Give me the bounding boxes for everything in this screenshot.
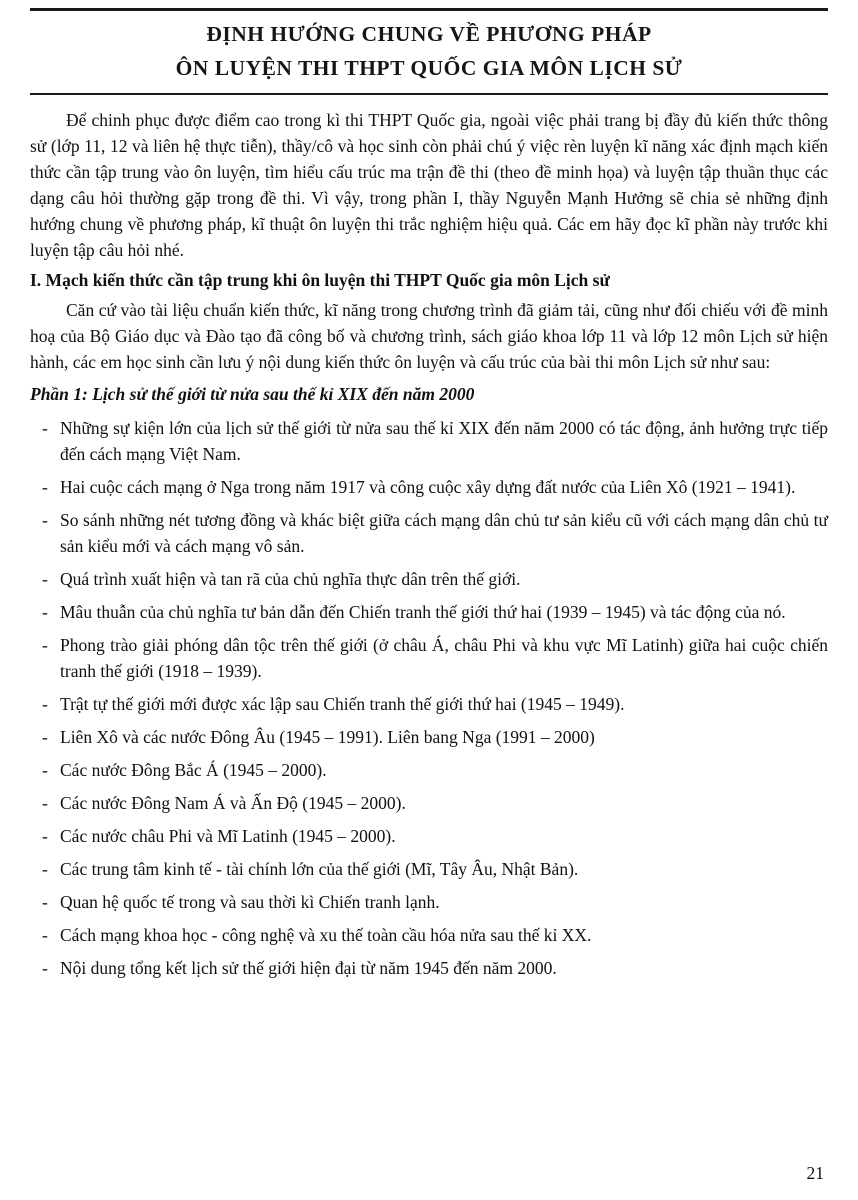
list-item bbox=[30, 856, 828, 882]
list-dash-marker: - bbox=[42, 602, 48, 622]
title-underline-divider bbox=[30, 93, 828, 95]
list-item bbox=[30, 823, 828, 849]
page-title-line2: ÔN LUYỆN THI THPT QUỐC GIA MÔN LỊCH SỬ bbox=[175, 56, 683, 80]
list-dash-marker: - bbox=[42, 892, 48, 912]
list-item-text: Hai cuộc cách mạng ở Nga trong năm 1917 và công cuộc xây dựng đất nước của Liên Xô (1921 – 1941). bbox=[60, 477, 796, 497]
list-item bbox=[30, 889, 828, 915]
part-1-heading: Phần 1: Lịch sử thế giới từ nửa sau thế kỉ XIX đến năm 2000 bbox=[30, 384, 475, 404]
page-title-line1: ĐỊNH HƯỚNG CHUNG VỀ PHƯƠNG PHÁP bbox=[206, 22, 652, 46]
list-item bbox=[30, 790, 828, 816]
part-1-list bbox=[30, 415, 828, 981]
list-item-text: Các nước châu Phi và Mĩ Latinh (1945 – 2000). bbox=[60, 826, 396, 846]
list-dash-marker: - bbox=[42, 925, 48, 945]
list-item-text: Những sự kiện lớn của lịch sử thế giới từ nửa sau thế kỉ XIX đến năm 2000 có tác động, ảnh hưởng trực tiếp đến cách mạng Việt Nam. bbox=[60, 418, 828, 464]
list-item-text: Quan hệ quốc tế trong và sau thời kì Chiến tranh lạnh. bbox=[60, 892, 440, 912]
list-dash-marker: - bbox=[42, 793, 48, 813]
list-item-text: Phong trào giải phóng dân tộc trên thế giới (ở châu Á, châu Phi và khu vực Mĩ Latinh) giữa hai cuộc chiến tranh thế giới (1918 – 1939). bbox=[60, 635, 828, 681]
document-body bbox=[30, 107, 828, 981]
list-item bbox=[30, 757, 828, 783]
list-item bbox=[30, 922, 828, 948]
list-item bbox=[30, 724, 828, 750]
page-title bbox=[30, 11, 828, 89]
page-number: 21 bbox=[806, 1163, 824, 1183]
intro-paragraph: Để chinh phục được điểm cao trong kì thi THPT Quốc gia, ngoài việc phải trang bị đầy đủ kiến thức thông sử (lớp 11, 12 và liên hệ thực tiễn), thầy/cô và học sinh còn phải chú ý việc rèn luyện kĩ năng xác định mạch kiến thức cần tập trung vào ôn luyện, tìm hiểu cấu trúc ma trận đề thi (theo đề minh họa) và luyện tập thuần thục các dạng câu hỏi thường gặp trong đề thi. Vì vậy, trong phần I, thầy Nguyễn Mạnh Hưởng sẽ chia sẻ những định hướng chung về phương pháp, kĩ thuật ôn luyện thi trắc nghiệm hiệu quả. Các em hãy đọc kĩ phần này trước khi luyện tập câu hỏi nhé. bbox=[30, 110, 828, 260]
list-dash-marker: - bbox=[42, 727, 48, 747]
list-item-text: Quá trình xuất hiện và tan rã của chủ nghĩa thực dân trên thế giới. bbox=[60, 569, 521, 589]
list-dash-marker: - bbox=[42, 635, 48, 655]
list-item bbox=[30, 632, 828, 684]
section-1-paragraph: Căn cứ vào tài liệu chuẩn kiến thức, kĩ năng trong chương trình đã giảm tải, cũng như đối chiếu với đề minh hoạ của Bộ Giáo dục và Đào tạo đã công bố và chương trình, sách giáo khoa lớp 11 và lớp 12 môn Lịch sử hiện hành, các em học sinh cần lưu ý nội dung kiến thức ôn luyện và cấu trúc của bài thi môn Lịch sử như sau: bbox=[30, 300, 828, 372]
list-item-text: So sánh những nét tương đồng và khác biệt giữa cách mạng dân chủ tư sản kiểu cũ với cách mạng dân chủ tư sản kiểu mới và cách mạng vô sản. bbox=[60, 510, 828, 556]
list-item-text: Liên Xô và các nước Đông Âu (1945 – 1991). Liên bang Nga (1991 – 2000) bbox=[60, 727, 595, 747]
list-item-text: Các trung tâm kinh tế - tài chính lớn của thế giới (Mĩ, Tây Âu, Nhật Bản). bbox=[60, 859, 579, 879]
list-item-text: Cách mạng khoa học - công nghệ và xu thế toàn cầu hóa nửa sau thế kỉ XX. bbox=[60, 925, 592, 945]
list-dash-marker: - bbox=[42, 418, 48, 438]
list-item-text: Nội dung tổng kết lịch sử thế giới hiện đại từ năm 1945 đến năm 2000. bbox=[60, 958, 557, 978]
list-item-text: Các nước Đông Bắc Á (1945 – 2000). bbox=[60, 760, 327, 780]
list-item bbox=[30, 691, 828, 717]
list-item bbox=[30, 566, 828, 592]
list-item bbox=[30, 599, 828, 625]
list-dash-marker: - bbox=[42, 510, 48, 530]
list-dash-marker: - bbox=[42, 694, 48, 714]
list-item-text: Các nước Đông Nam Á và Ấn Độ (1945 – 2000). bbox=[60, 793, 406, 813]
list-item-text: Trật tự thế giới mới được xác lập sau Chiến tranh thế giới thứ hai (1945 – 1949). bbox=[60, 694, 625, 714]
section-1-heading: I. Mạch kiến thức cần tập trung khi ôn luyện thi THPT Quốc gia môn Lịch sử bbox=[30, 270, 610, 290]
list-dash-marker: - bbox=[42, 826, 48, 846]
list-item-text: Mâu thuẫn của chủ nghĩa tư bản dẫn đến Chiến tranh thế giới thứ hai (1939 – 1945) và tác động của nó. bbox=[60, 602, 786, 622]
list-dash-marker: - bbox=[42, 569, 48, 589]
list-dash-marker: - bbox=[42, 760, 48, 780]
list-dash-marker: - bbox=[42, 859, 48, 879]
list-item bbox=[30, 474, 828, 500]
list-item bbox=[30, 955, 828, 981]
list-dash-marker: - bbox=[42, 958, 48, 978]
list-item bbox=[30, 415, 828, 467]
list-dash-marker: - bbox=[42, 477, 48, 497]
list-item bbox=[30, 507, 828, 559]
